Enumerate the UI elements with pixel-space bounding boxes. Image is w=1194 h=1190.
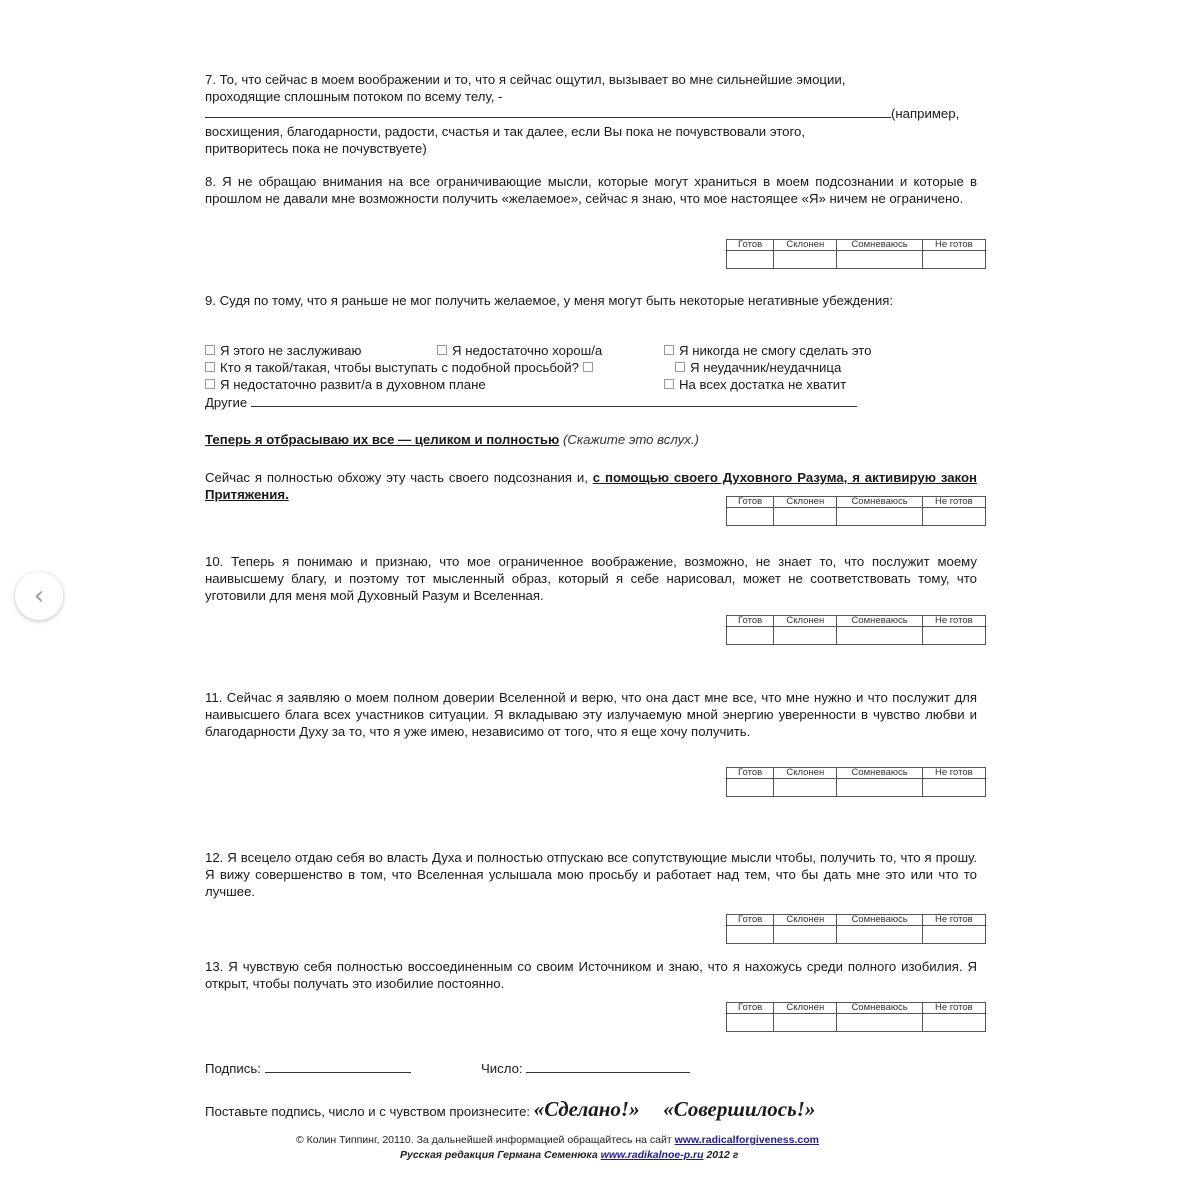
rating-cell[interactable] — [727, 1014, 774, 1032]
question-7: 7. То, что сейчас в моем воображении и то, что я сейчас ощутил, вызывает во мне сильнейшие эмоции, проходящие сплошным потоком по всему телу, - (например, восхищения, благодарности, радости, счастья и так далее, если Вы пока не почувствовали этого, притворитесь пока не почувствуете) — [205, 72, 960, 156]
checkbox-icon[interactable] — [205, 345, 215, 355]
rating-cell[interactable] — [774, 779, 837, 797]
rating-cell[interactable] — [727, 926, 774, 944]
signature-line[interactable] — [265, 1060, 411, 1073]
checkbox-icon[interactable] — [675, 362, 685, 372]
release-statement: Теперь я отбрасываю их все — целиком и полностью (Скажите это вслух.) — [205, 432, 699, 447]
checkbox-icon[interactable] — [664, 379, 674, 389]
rating-cell[interactable] — [774, 926, 837, 944]
rating-table-q11: Готов Склонен Сомневаюсь Не готов — [726, 767, 986, 797]
rating-cell[interactable] — [727, 251, 774, 269]
rating-cell[interactable] — [837, 1014, 922, 1032]
rating-cell[interactable] — [922, 779, 985, 797]
belief-option[interactable]: Я неудачник/неудачница — [675, 359, 841, 376]
belief-option[interactable]: Я никогда не смогу сделать это — [664, 342, 872, 359]
rating-cell[interactable] — [922, 508, 985, 526]
rating-cell[interactable] — [922, 627, 985, 645]
date-field: Число: — [481, 1060, 690, 1077]
other-beliefs: Другие — [205, 394, 857, 411]
question-12: 12. Я всецело отдаю себя во власть Духа и полностью отпускаю все сопутствующие мысли чтобы, получить то, что я прошу. Я вижу совершенство в том, что Вселенная услышала мою просьбу и работает над тем, что бы дать мне это или что то лучшее. — [205, 850, 977, 900]
signature-field: Подпись: — [205, 1060, 411, 1077]
rating-cell[interactable] — [727, 508, 774, 526]
checkbox-icon[interactable] — [205, 379, 215, 389]
rating-cell[interactable] — [837, 779, 922, 797]
belief-option[interactable]: Кто я такой/такая, чтобы выступать с подобной просьбой? — [205, 359, 598, 376]
belief-option[interactable]: Я этого не заслуживаю — [205, 342, 361, 359]
previous-page-button[interactable] — [15, 572, 63, 620]
rating-table-q8: Готов Склонен Сомневаюсь Не готов — [726, 239, 986, 269]
belief-option[interactable]: На всех достатка не хватит — [664, 376, 846, 393]
checkbox-icon[interactable] — [664, 345, 674, 355]
footer-edition: Русская редакция Германа Семенюка www.radikalnoe-p.ru 2012 г — [400, 1149, 739, 1161]
rating-cell[interactable] — [837, 251, 922, 269]
question-10: 10. Теперь я понимаю и признаю, что мое ограниченное воображение, возможно, не знает то, что послужит моему наивысшему благу, и поэтому тот мысленный образ, который я себе нарисовал, может не соответствовать тому, что уготовили для меня мой Духовный Разум и Вселенная. — [205, 554, 977, 604]
rating-cell[interactable] — [727, 779, 774, 797]
rating-table-q12: Готов Склонен Сомневаюсь Не готов — [726, 914, 986, 944]
rating-table-q13: Готов Склонен Сомневаюсь Не готов — [726, 1002, 986, 1032]
rating-cell[interactable] — [727, 627, 774, 645]
rating-cell[interactable] — [774, 251, 837, 269]
checkbox-icon[interactable] — [205, 362, 215, 372]
question-9: 9. Судя по тому, что я раньше не мог получить желаемое, у меня могут быть некоторые негативные убеждения: — [205, 293, 894, 308]
rating-cell[interactable] — [774, 627, 837, 645]
question-13: 13. Я чувствую себя полностью воссоединенным со своим Источником и знаю, что я нахожусь среди полного изобилия. Я открыт, чтобы получать это изобилие постоянно. — [205, 959, 977, 992]
date-line[interactable] — [526, 1060, 690, 1073]
belief-option[interactable]: Я недостаточно развит/а в духовном плане — [205, 376, 486, 393]
bypass-statement: Сейчас я полностью обхожу эту часть своего подсознания и, с помощью своего Духовного Разума, я активирую закон Притяжения. — [205, 470, 977, 503]
rating-cell[interactable] — [922, 1014, 985, 1032]
rating-cell[interactable] — [774, 508, 837, 526]
rating-cell[interactable] — [774, 1014, 837, 1032]
answer-line[interactable] — [205, 105, 891, 118]
finale-line: Поставьте подпись, число и с чувством произнесите: «Сделано!» «Совершилось!» — [205, 1097, 816, 1121]
question-8: 8. Я не обращаю внимания на все ограничивающие мысли, которые могут храниться в моем подсознании и которые в прошлом не давали мне возможности получить «желаемое», сейчас я знаю, что мое настоящее «Я» ничем не ограничено. — [205, 174, 977, 207]
checkbox-icon[interactable] — [437, 345, 447, 355]
rating-table-q10: Готов Склонен Сомневаюсь Не готов — [726, 615, 986, 645]
rating-cell[interactable] — [922, 251, 985, 269]
question-11: 11. Сейчас я заявляю о моем полном доверии Вселенной и верю, что она даст мне все, что мне нужно и что послужит для наивысшего блага всех участников ситуации. Я вкладываю эту излучаемую мной энергию уверенности в чувство любви и благодарности Духу за то, что я уже имею, независимо от того, что я еще хочу получить. — [205, 690, 977, 740]
footer-link-radikalnoe[interactable]: www.radikalnoe-p.ru — [600, 1149, 704, 1161]
footer-copyright: © Колин Типпинг, 20110. За дальнейшей информацией обращайтесь на сайт www.radicalforgiveness.com — [296, 1134, 819, 1146]
other-beliefs-line[interactable] — [251, 394, 857, 407]
rating-cell[interactable] — [837, 508, 922, 526]
rating-cell[interactable] — [922, 926, 985, 944]
checkbox-icon[interactable] — [583, 362, 593, 372]
footer-link-radicalforgiveness[interactable]: www.radicalforgiveness.com — [674, 1134, 819, 1146]
rating-cell[interactable] — [837, 627, 922, 645]
belief-option[interactable]: Я недостаточно хорош/а — [437, 342, 602, 359]
rating-table-bypass: Готов Склонен Сомневаюсь Не готов — [726, 496, 986, 526]
chevron-left-icon: ‹ — [33, 581, 45, 611]
rating-cell[interactable] — [837, 926, 922, 944]
